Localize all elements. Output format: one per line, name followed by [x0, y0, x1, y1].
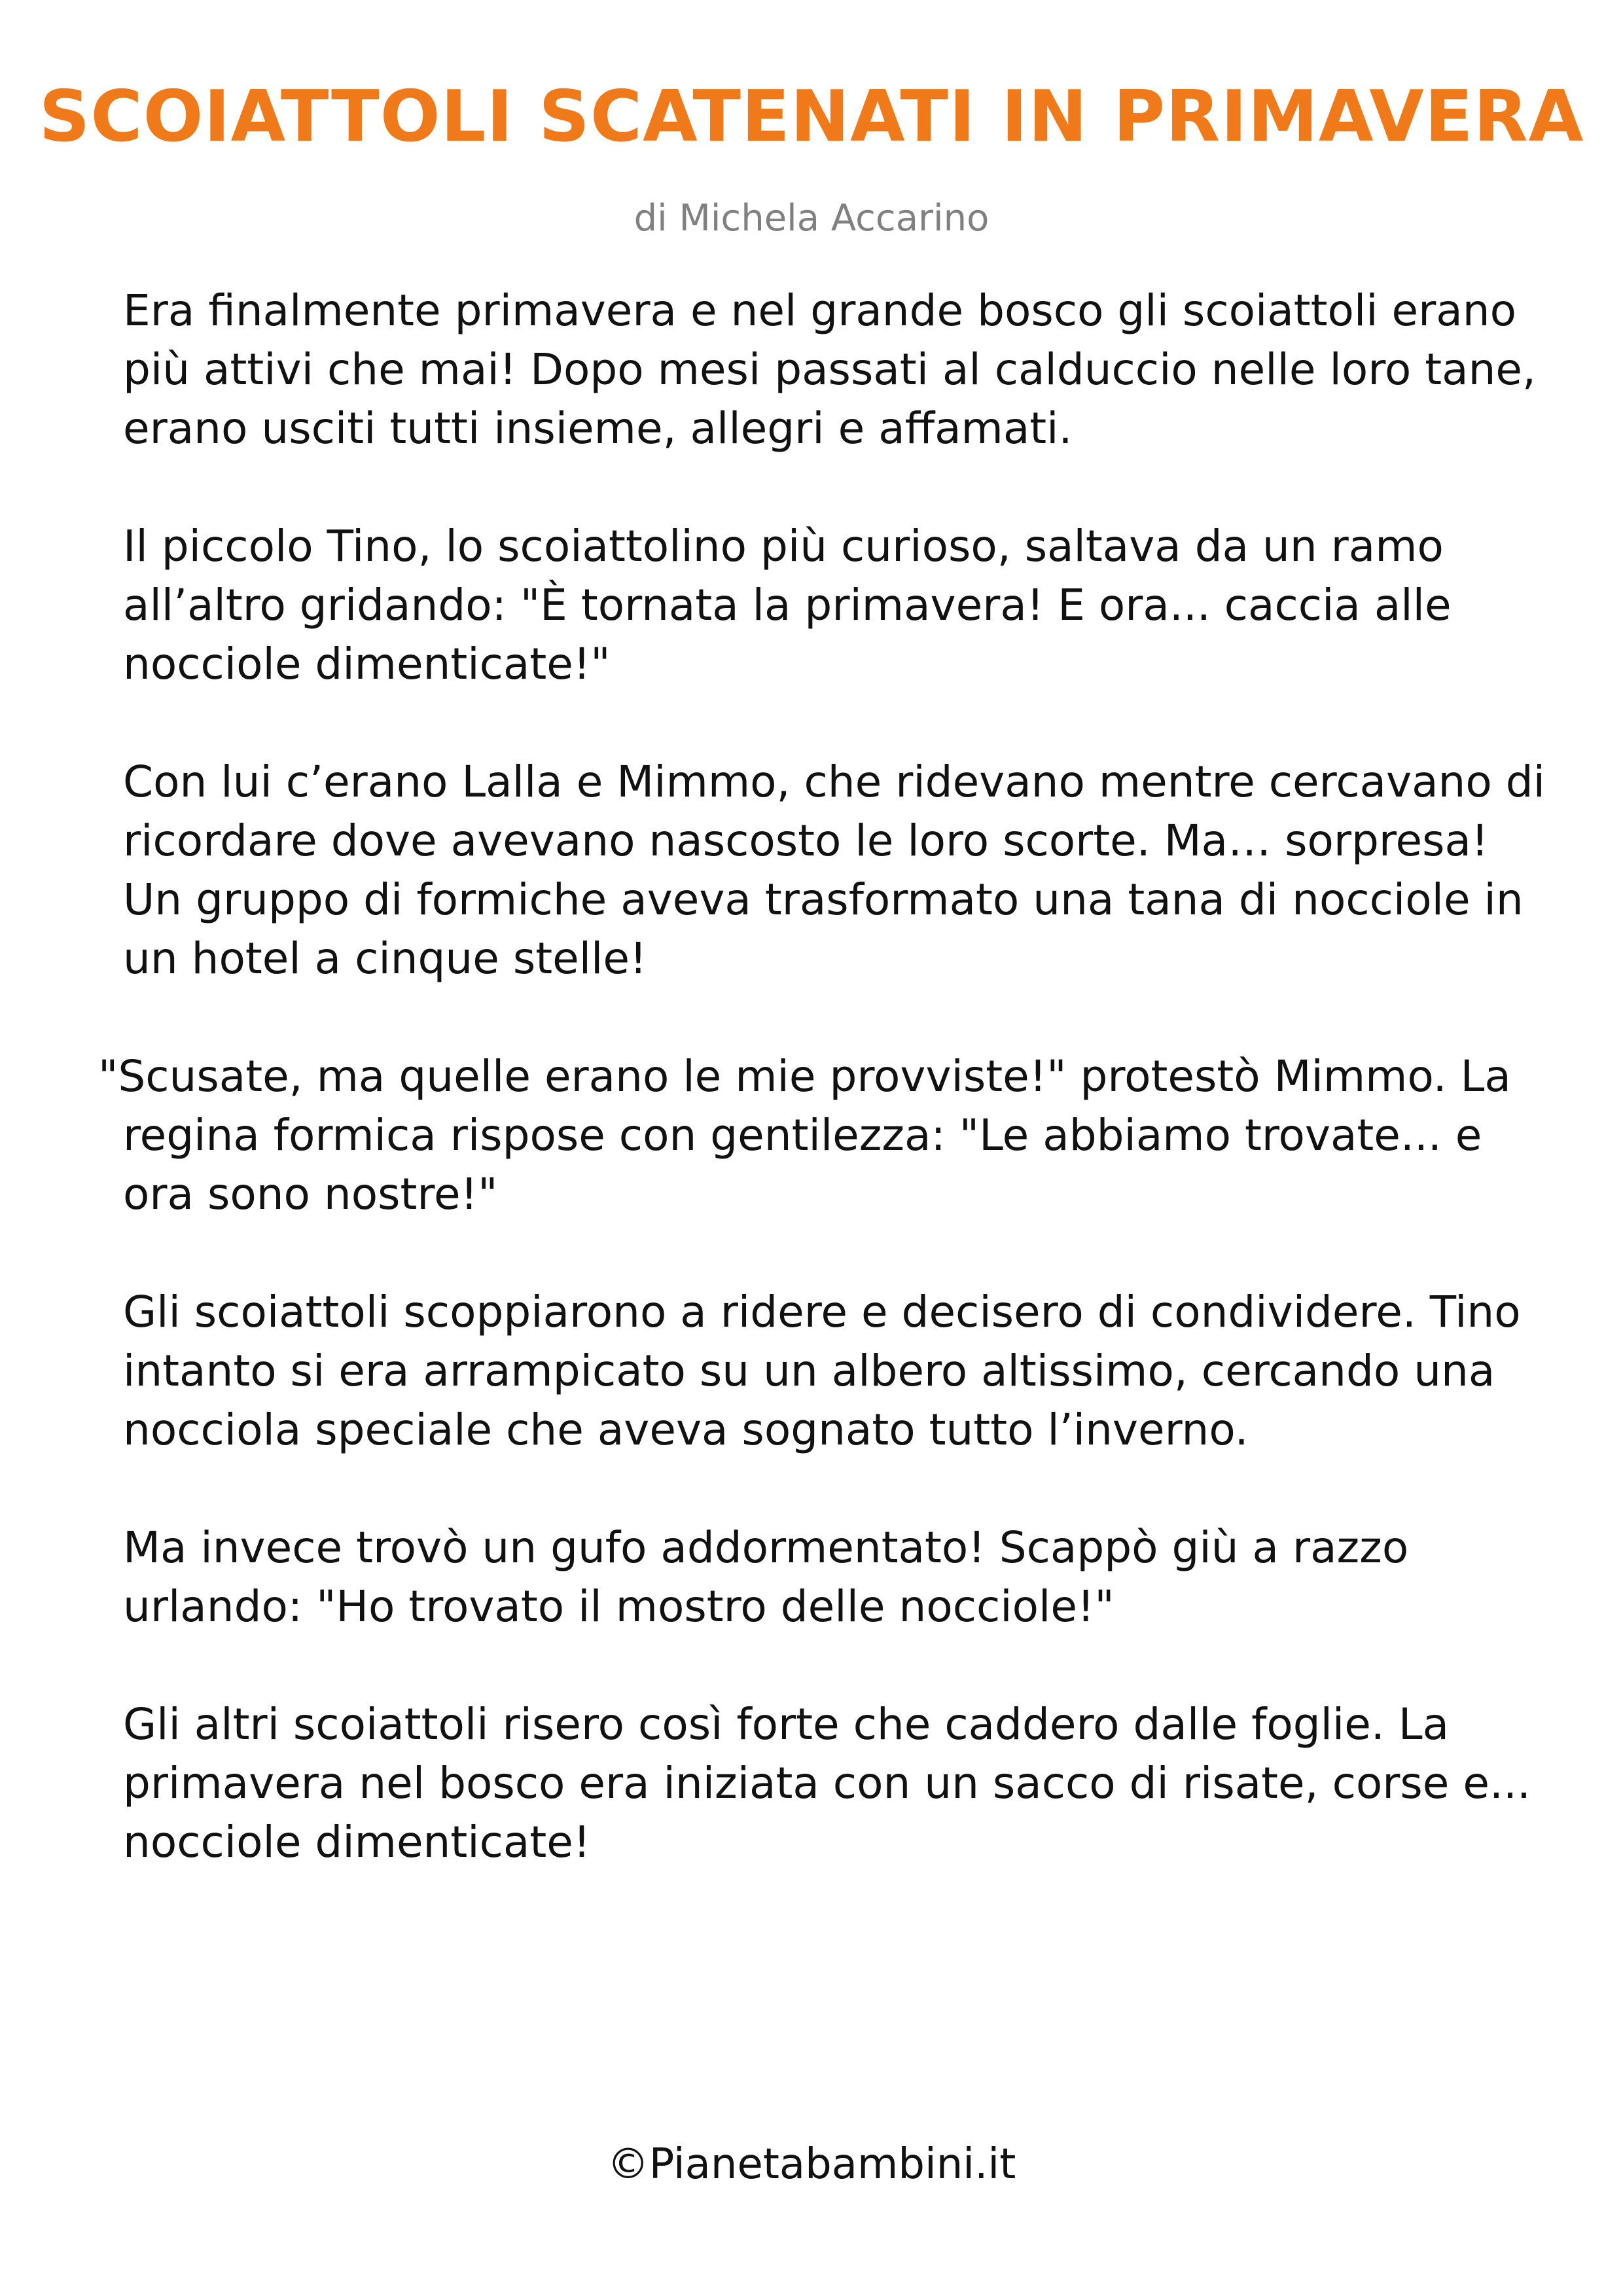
story-body	[98, 281, 1550, 1931]
story-paragraph: Con lui c’erano Lalla e Mimmo, che ridevano mentre cercavano di ricordare dove avevano nascosto le loro scorte. Ma… sorpresa! Un gruppo di formiche aveva trasformato una tana di nocciole in un hotel a cinque stelle!	[123, 757, 1545, 984]
story-paragraph: Il piccolo Tino, lo scoiattolino più curioso, saltava da un ramo all’altro gridando: "È tornata la primavera! E ora... caccia alle nocciole dimenticate!"	[123, 521, 1452, 689]
story-paragraph: Gli altri scoiattoli risero così forte che caddero dalle foglie. La primavera nel bosco era iniziata con un sacco di risate, corse e... nocciole dimenticate!	[123, 1699, 1531, 1867]
story-title: SCOIATTOLI SCATENATI IN PRIMAVERA	[39, 76, 1584, 158]
story-paragraph: "Scusate, ma quelle erano le mie provviste!" protestò Mimmo. La regina formica rispose con gentilezza: "Le abbiamo trovate... e ora sono nostre!"	[98, 1051, 1511, 1219]
copyright-footer: ©Pianetabambini.it	[607, 2140, 1016, 2189]
story-author: di Michela Accarino	[633, 197, 990, 240]
story-paragraph: Gli scoiattoli scoppiarono a ridere e decisero di condividere. Tino intanto si era arrampicato su un albero altissimo, cercando una nocciola speciale che aveva sognato tutto l’inverno.	[123, 1287, 1521, 1455]
story-paragraph: Era finalmente primavera e nel grande bosco gli scoiattoli erano più attivi che mai! Dopo mesi passati al calduccio nelle loro tane, erano usciti tutti insieme, allegri e affamati.	[123, 285, 1536, 454]
story-paragraph: Ma invece trovò un gufo addormentato! Scappò giù a razzo urlando: "Ho trovato il mostro delle nocciole!"	[123, 1522, 1409, 1632]
